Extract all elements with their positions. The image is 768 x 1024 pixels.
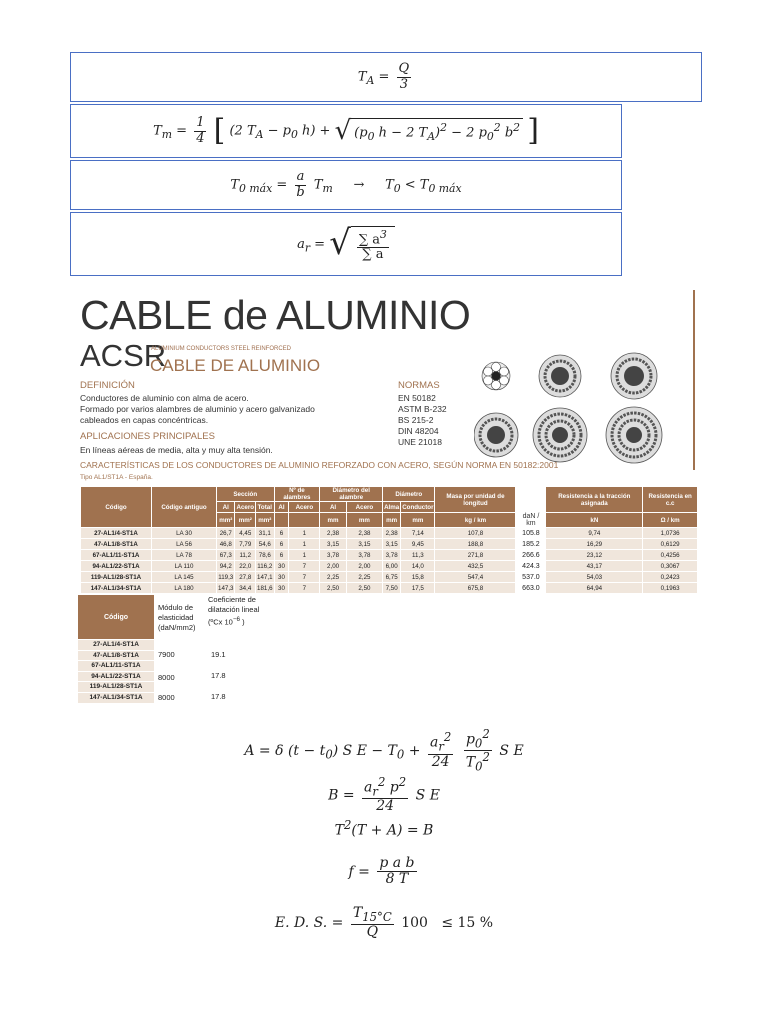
mod-code-cell: 47-AL1/8-ST1A bbox=[78, 650, 154, 661]
th-unit bbox=[289, 513, 320, 528]
row-code: 27-AL1/4-ST1A bbox=[81, 528, 152, 539]
acsr-title: ACSR bbox=[80, 338, 167, 373]
acsr-small: ALUMINIUM CONDUCTORS STEEL REINFORCED bbox=[151, 346, 292, 352]
table-cell: 0,3067 bbox=[643, 561, 698, 572]
th-diam-alambre: Diámetro del alambre bbox=[320, 487, 383, 502]
table-cell: 2,50 bbox=[346, 583, 382, 594]
table-cell: 67,3 bbox=[217, 550, 235, 561]
table-cell: 7 bbox=[289, 572, 320, 583]
table-cell: 181,6 bbox=[257, 584, 273, 592]
table-cell: 2,25 bbox=[346, 572, 382, 583]
table-cell: 424.3 bbox=[516, 561, 546, 572]
mod-code-cell: 147-AL1/34-ST1A bbox=[78, 692, 154, 703]
row-code: 147-AL1/34-ST1A bbox=[81, 583, 152, 594]
table-cell: 15,8 bbox=[401, 572, 435, 583]
table-cell: 2,00 bbox=[346, 561, 382, 572]
table-cell: 43,17 bbox=[546, 561, 643, 572]
table-cell: 147,3 bbox=[218, 584, 234, 592]
table-cell: LA 56 bbox=[152, 539, 217, 550]
mod-header-modulo: Módulo de elasticidad (daN/mm2) bbox=[158, 603, 196, 632]
th-sub: Al bbox=[274, 502, 289, 513]
table-cell: 16,29 bbox=[546, 539, 643, 550]
th-sub: Conductor bbox=[402, 503, 434, 511]
formula-ar-box bbox=[70, 212, 622, 276]
definicion-line-2: Formado por varios alambres de aluminio y acero galvanizado bbox=[80, 404, 315, 414]
mod-value: 8000 bbox=[158, 673, 175, 682]
mod-code-cell: 67-AL1/11-ST1A bbox=[78, 660, 154, 671]
tipo-label: Tipo AL1/ST1A - España. bbox=[80, 474, 153, 481]
table-cell: LA 78 bbox=[152, 550, 217, 561]
mod-code-cell: 94-AL1/22-ST1A bbox=[78, 671, 154, 682]
table-cell: LA 180 bbox=[152, 583, 217, 594]
th-sub: Total bbox=[256, 502, 274, 513]
mod-code-cell: 27-AL1/4-ST1A bbox=[78, 639, 154, 650]
formula-tm: $T_m$ = $\frac{1}{4}$ [ (2 $T_A - p_0$ h) + √ ($p_0$ h − 2 $T_A)^2 - 2$ $p_0^2$ $b^2$ ] bbox=[153, 113, 539, 148]
th-unit: mm bbox=[346, 513, 382, 528]
row-code: 119-AL1/28-ST1A bbox=[81, 572, 152, 583]
table-cell: 78,6 bbox=[256, 550, 274, 561]
table-cell: 1 bbox=[289, 539, 320, 550]
mod-code-cell: 119-AL1/28-ST1A bbox=[78, 681, 154, 692]
formula-ta-box bbox=[70, 52, 702, 102]
table-cell: 266.6 bbox=[516, 550, 546, 561]
table-cell: 147,1 bbox=[257, 573, 273, 581]
table-cell: 3,15 bbox=[346, 539, 382, 550]
table-cell: 7,50 bbox=[383, 583, 401, 594]
th-resist-trac: Resistencia a la tracción asignada bbox=[546, 487, 643, 513]
mod-value: 17.8 bbox=[211, 692, 226, 701]
row-code: 94-AL1/22-ST1A bbox=[81, 561, 152, 572]
mod-header-coef: Coeficiente de dilatación lineal (ºCx $10^{-6}$ ) bbox=[208, 595, 260, 627]
norma-item: BS 215-2 bbox=[398, 415, 434, 425]
th-sub: Al bbox=[217, 502, 235, 513]
cable-section-medium-2 bbox=[611, 353, 657, 399]
th-sub: Acero bbox=[289, 502, 320, 513]
table-cell: 30 bbox=[274, 572, 289, 583]
cable-section-medium-1 bbox=[539, 355, 581, 397]
th-alambres: Nº de alambres bbox=[274, 487, 320, 502]
table-cell: 31,1 bbox=[256, 528, 274, 539]
mod-value: 19.1 bbox=[211, 650, 226, 659]
table-cell: 271,8 bbox=[435, 550, 516, 561]
table-cell: 11,2 bbox=[235, 550, 256, 561]
table-cell: 2,38 bbox=[320, 528, 347, 539]
th-unit: mm² bbox=[217, 513, 235, 528]
table-cell: 6 bbox=[274, 539, 289, 550]
table-cell: 26,7 bbox=[217, 528, 235, 539]
th-sub: Acero bbox=[236, 503, 255, 511]
formula-b: B = $\frac{a_r^2 p^2}{24}$ S E bbox=[328, 775, 440, 815]
table-cell: 2,25 bbox=[320, 572, 347, 583]
th-unit: mm² bbox=[256, 513, 274, 528]
table-cell: 11,3 bbox=[401, 550, 435, 561]
formula-a: A = δ $(t - t_0)$ S $E - T_0$ + $\frac{a_r^2}{24}$ $\frac{p_0^2}{T_0^2}$ S E bbox=[244, 727, 524, 774]
table-cell: 7,79 bbox=[235, 539, 256, 550]
table-row bbox=[81, 539, 698, 550]
mod-value: 7900 bbox=[158, 650, 175, 659]
table-cell: 4,45 bbox=[235, 528, 256, 539]
table-cell: 537.0 bbox=[516, 572, 546, 583]
acsr-subtitle: CABLE DE ALUMINIO bbox=[150, 356, 321, 375]
formula-ar: $a_r$ = √ $\frac{\sum a^3}{\sum a}$ bbox=[297, 226, 395, 263]
cable-section-large-3 bbox=[606, 407, 662, 463]
formula-t: $T^2(T + A) = B$ bbox=[334, 818, 434, 839]
table-cell: 3,15 bbox=[383, 539, 401, 550]
th-unit: mm bbox=[383, 513, 401, 528]
table-cell: 6 bbox=[274, 528, 289, 539]
th-unit: mm² bbox=[235, 513, 256, 528]
row-code: 67-AL1/11-ST1A bbox=[81, 550, 152, 561]
table-cell: 94,2 bbox=[217, 561, 235, 572]
table-cell: 0,6129 bbox=[643, 539, 698, 550]
table-cell: 105.8 bbox=[516, 528, 546, 539]
table-cell: 6 bbox=[274, 550, 289, 561]
cable-section-large-1 bbox=[474, 413, 518, 457]
formula-ta: $T_A$ = $\frac{Q}{3}$ bbox=[357, 61, 410, 92]
modulus-table bbox=[78, 595, 278, 705]
table-cell: 119,3 bbox=[218, 573, 234, 581]
mod-value: 17.8 bbox=[211, 671, 226, 680]
row-code: 47-AL1/8-ST1A bbox=[81, 539, 152, 550]
table-cell: 188,8 bbox=[435, 539, 516, 550]
table-row bbox=[81, 572, 698, 583]
th-seccion: Sección bbox=[217, 487, 275, 502]
table-cell: 2,50 bbox=[320, 583, 347, 594]
definicion-line-3: cableados en capas concéntricas. bbox=[80, 415, 209, 425]
norma-item: DIN 48204 bbox=[398, 426, 439, 436]
table-cell: 116,2 bbox=[257, 562, 273, 570]
cable-title: CABLE de ALUMINIO bbox=[80, 292, 471, 338]
table-cell: 17,5 bbox=[401, 583, 435, 594]
th-masa: Masa por unidad de longitud bbox=[435, 487, 516, 513]
th-sub: Al bbox=[320, 502, 347, 513]
th-sub: Acero bbox=[346, 502, 382, 513]
table-cell: 30 bbox=[274, 583, 289, 594]
mod-header-codigo: Código bbox=[78, 595, 154, 639]
table-cell: 23,12 bbox=[546, 550, 643, 561]
table-cell: 0,1963 bbox=[643, 583, 698, 594]
table-cell: 663.0 bbox=[516, 583, 546, 594]
table-cell: LA 110 bbox=[152, 561, 217, 572]
table-cell: 6,75 bbox=[383, 572, 401, 583]
table-cell: 0,4256 bbox=[643, 550, 698, 561]
spec-table bbox=[80, 486, 698, 594]
vertical-rule bbox=[693, 290, 695, 470]
th-diametro: Diámetro bbox=[383, 487, 435, 502]
formula-t0max-box bbox=[70, 160, 622, 210]
table-cell: 22,0 bbox=[235, 561, 256, 572]
table-cell: 675,8 bbox=[435, 583, 516, 594]
definicion-line-1: Conductores de aluminio con alma de acero. bbox=[80, 393, 249, 403]
th-unit: mm bbox=[401, 513, 435, 528]
norma-item: EN 50182 bbox=[398, 393, 436, 403]
definicion-heading: DEFINICIÓN bbox=[80, 380, 135, 391]
table-cell: 3,15 bbox=[320, 539, 347, 550]
table-cell: 3,78 bbox=[383, 550, 401, 561]
th-unit bbox=[274, 513, 289, 528]
th-antiguo: Código antiguo bbox=[152, 487, 217, 528]
cable-cross-sections-illustration bbox=[474, 348, 690, 468]
caracteristicas-heading: CARACTERÍSTICAS DE LOS CONDUCTORES DE ALUMINIO REFORZADO CON ACERO, SEGÚN NORMA EN 50182:2001 bbox=[80, 460, 559, 470]
formula-t0max: $T_{0 máx}$ = $\frac{a}{b}$ $T_m$ → $T_0 < T_{0 máx}$ bbox=[230, 169, 462, 200]
table-cell: 1 bbox=[289, 550, 320, 561]
table-cell: 2,38 bbox=[383, 528, 401, 539]
table-row bbox=[81, 528, 698, 539]
table-cell: 9,45 bbox=[401, 539, 435, 550]
table-cell: 54,03 bbox=[546, 572, 643, 583]
table-cell: 432,5 bbox=[435, 561, 516, 572]
table-row bbox=[81, 561, 698, 572]
table-cell: 3,78 bbox=[320, 550, 347, 561]
table-cell: 2,00 bbox=[320, 561, 347, 572]
table-row bbox=[81, 550, 698, 561]
th-codigo: Código bbox=[81, 487, 152, 528]
table-cell: 1,0736 bbox=[643, 528, 698, 539]
table-cell: LA 30 bbox=[152, 528, 217, 539]
formula-f: f = $\frac{\text{p a b}}{8 T}$ bbox=[348, 855, 415, 888]
table-row bbox=[81, 583, 698, 594]
th-unit: kg / km bbox=[435, 513, 516, 528]
table-cell: 30 bbox=[274, 561, 289, 572]
table-cell: 185.2 bbox=[516, 539, 546, 550]
normas-heading: NORMAS bbox=[398, 380, 440, 391]
table-cell: 6,00 bbox=[383, 561, 401, 572]
table-cell: 547,4 bbox=[435, 572, 516, 583]
table-cell: 3,78 bbox=[346, 550, 382, 561]
table-cell: 27,8 bbox=[235, 572, 256, 583]
th-resist-cc: Resistencia en c.c bbox=[643, 487, 698, 513]
table-cell: 46,8 bbox=[217, 539, 235, 550]
th-unit: daN / km bbox=[516, 513, 546, 528]
table-cell: 34,4 bbox=[235, 583, 256, 594]
table-cell: 14,0 bbox=[401, 561, 435, 572]
table-cell: 7 bbox=[289, 561, 320, 572]
table-cell: 9,74 bbox=[546, 528, 643, 539]
aplicaciones-heading: APLICACIONES PRINCIPALES bbox=[80, 431, 215, 442]
cable-section-large-2 bbox=[533, 408, 587, 462]
th-unit: mm bbox=[320, 513, 347, 528]
aplicaciones-line: En líneas aéreas de media, alta y muy alta tensión. bbox=[80, 445, 273, 455]
formula-eds: E. D. S. = $\frac{T_{15^\circ C}}{Q}$ 100 ≤ 15 % bbox=[274, 905, 494, 940]
table-cell: 107,8 bbox=[435, 528, 516, 539]
table-cell: 1 bbox=[289, 528, 320, 539]
table-cell: LA 145 bbox=[152, 572, 217, 583]
norma-item: ASTM B-232 bbox=[398, 404, 447, 414]
table-cell: 7 bbox=[289, 583, 320, 594]
table-cell: 2,38 bbox=[346, 528, 382, 539]
norma-item: UNE 21018 bbox=[398, 437, 442, 447]
table-cell: 0,2423 bbox=[643, 572, 698, 583]
table-cell: 54,6 bbox=[256, 539, 274, 550]
th-unit: Ω / km bbox=[643, 513, 698, 528]
cable-section-7 bbox=[482, 362, 510, 390]
th-sub: Alma bbox=[384, 503, 400, 511]
th-unit: kN bbox=[546, 513, 643, 528]
table-cell: 7,14 bbox=[401, 528, 435, 539]
table-cell: 64,94 bbox=[546, 583, 643, 594]
mod-value: 8000 bbox=[158, 693, 175, 702]
formula-tm-box bbox=[70, 104, 622, 158]
